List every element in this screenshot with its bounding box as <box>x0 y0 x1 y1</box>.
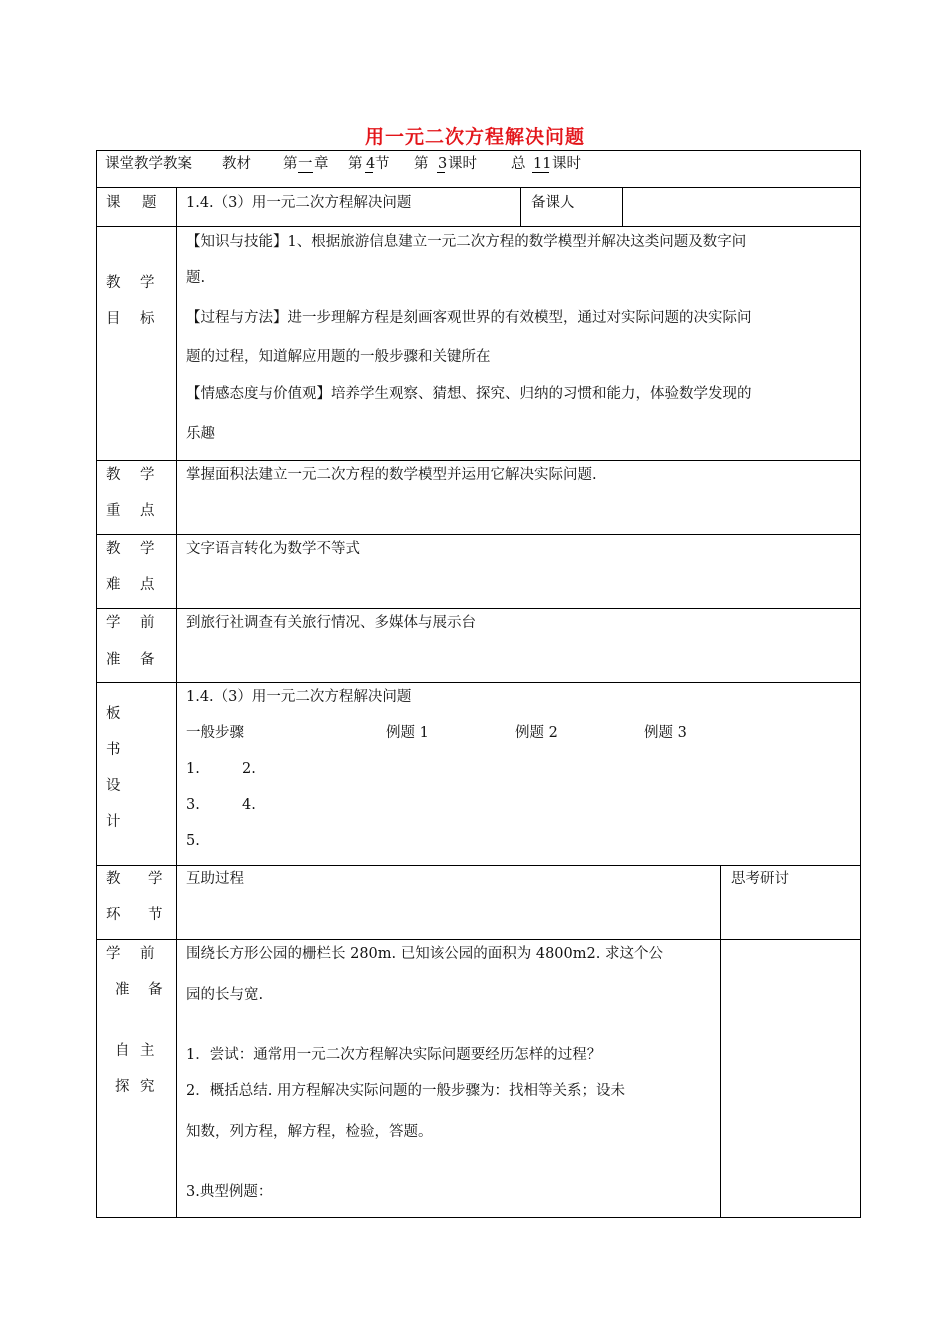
difficulties-label-4: 点 <box>140 577 155 593</box>
process-label-b-3: 探 <box>115 1079 130 1095</box>
prep-label-1: 学 <box>106 615 121 631</box>
process-line-6: 3.典型例题： <box>186 1184 273 1200</box>
goals-label-2: 学 <box>140 275 155 291</box>
process-line-2: 园的长与宽. <box>186 987 264 1003</box>
goals-line-5: 【情感态度与价值观】培养学生观察、猜想、探究、归纳的习惯和能力，体验数学发现的 <box>186 386 752 402</box>
prep-label-2: 前 <box>140 615 155 631</box>
process-line-4: 2．概括总结. 用方程解决实际问题的一般步骤为：找相等关系；设未 <box>186 1083 625 1099</box>
goals-line-6: 乐趣 <box>186 426 215 442</box>
process-line-1: 围绕长方形公园的栅栏长 280m. 已知该公园的面积为 4800m2. 求这个公 <box>186 946 663 962</box>
board-title: 1.4.（3）用一元二次方程解决问题 <box>186 689 412 705</box>
process-label-b-4: 究 <box>140 1079 155 1095</box>
keypoints-label-2: 学 <box>140 467 155 483</box>
goals-line-1: 【知识与技能】1、根据旅游信息建立一元二次方程的数学模型并解决这类问题及数字问 <box>186 234 747 250</box>
header-section-prefix: 第 <box>348 156 363 172</box>
document-title: 用一元二次方程解决问题 <box>364 126 585 148</box>
process-label-a-2: 前 <box>140 946 155 962</box>
board-label-4: 计 <box>106 814 121 830</box>
header-total-prefix: 总 <box>511 156 526 172</box>
difficulties-label-1: 教 <box>106 541 121 557</box>
header-section-suffix: 节 <box>375 156 390 172</box>
difficulties-value: 文字语言转化为数学不等式 <box>186 541 360 557</box>
difficulties-label-2: 学 <box>140 541 155 557</box>
board-label-3: 设 <box>106 778 121 794</box>
header-kind: 课堂教学教案 <box>105 156 192 172</box>
header-lesson-suffix: 课时 <box>448 156 477 172</box>
goals-label-4: 标 <box>140 311 155 327</box>
goals-label-1: 教 <box>106 275 121 291</box>
header-material: 教材 <box>222 156 251 172</box>
header-section-num: 4 <box>366 156 376 172</box>
goals-line-3: 【过程与方法】进一步理解方程是刻画客观世界的有效模型，通过对实际问题的决实际问 <box>186 310 752 326</box>
header-total-suffix: 课时 <box>552 156 581 172</box>
board-label-2: 书 <box>106 742 121 758</box>
board-example-2: 例题 2 <box>515 725 558 741</box>
board-example-1: 例题 1 <box>386 725 429 741</box>
topic-value: 1.4.（3）用一元二次方程解决问题 <box>186 195 412 211</box>
keypoints-label-4: 点 <box>140 503 155 519</box>
process-label-a-4: 备 <box>148 982 163 998</box>
keypoints-label-3: 重 <box>106 503 121 519</box>
board-step-1: 1. <box>186 761 200 777</box>
header-chapter-num: 一 <box>298 156 313 172</box>
header-lesson-num: 3 <box>438 156 448 172</box>
process-header-label-4: 节 <box>148 907 163 923</box>
goals-line-2: 题. <box>186 270 206 286</box>
board-step-3: 3. <box>186 797 200 813</box>
prep-label-3: 准 <box>106 652 121 668</box>
process-header-col2: 互助过程 <box>186 871 244 887</box>
header-chapter-prefix: 第 <box>283 156 298 172</box>
process-label-b-2: 主 <box>140 1043 155 1059</box>
header-lesson-prefix: 第 <box>414 156 429 172</box>
prep-label-4: 备 <box>140 652 155 668</box>
process-header-col3: 思考研讨 <box>731 871 789 887</box>
header-chapter-suffix: 章 <box>314 156 329 172</box>
board-steps-label: 一般步骤 <box>186 725 244 741</box>
process-label-a-3: 准 <box>115 982 130 998</box>
preparer-label: 备课人 <box>531 195 575 211</box>
board-example-3: 例题 3 <box>644 725 687 741</box>
board-label-1: 板 <box>106 706 121 722</box>
process-header-label-1: 教 <box>106 871 121 887</box>
board-step-5: 5. <box>186 833 200 849</box>
process-line-3: 1．尝试：通常用一元二次方程解决实际问题要经历怎样的过程？ <box>186 1047 602 1063</box>
keypoints-label-1: 教 <box>106 467 121 483</box>
board-step-4: 4. <box>242 797 256 813</box>
process-line-5: 知数，列方程，解方程，检验，答题。 <box>186 1124 433 1140</box>
topic-label-1: 课 <box>106 195 121 211</box>
process-header-label-2: 学 <box>148 871 163 887</box>
prep-value: 到旅行社调查有关旅行情况、多媒体与展示台 <box>186 615 476 631</box>
goals-line-4: 题的过程，知道解应用题的一般步骤和关键所在 <box>186 349 491 365</box>
process-label-b-1: 自 <box>115 1043 130 1059</box>
process-header-label-3: 环 <box>106 907 121 923</box>
goals-label-3: 目 <box>106 311 121 327</box>
header-total-num: 11 <box>533 156 552 172</box>
difficulties-label-3: 难 <box>106 577 121 593</box>
keypoints-value: 掌握面积法建立一元二次方程的数学模型并运用它解决实际问题. <box>186 467 597 483</box>
board-step-2: 2. <box>242 761 256 777</box>
process-label-a-1: 学 <box>106 946 121 962</box>
topic-label-2: 题 <box>142 195 157 211</box>
